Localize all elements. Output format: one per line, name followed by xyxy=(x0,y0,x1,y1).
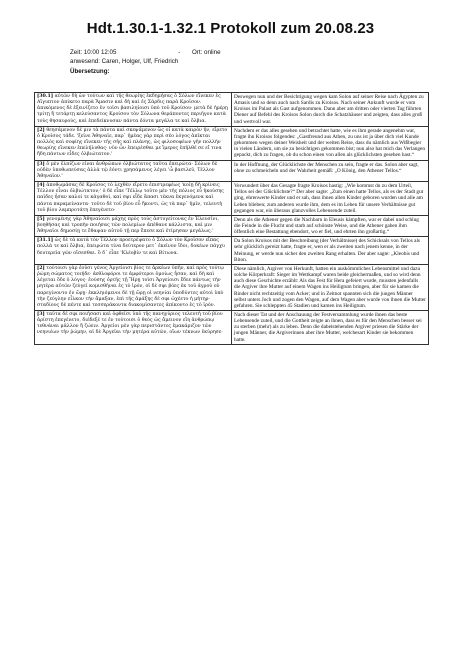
greek-text-cell xyxy=(35,237,232,265)
meeting-time: Zeit: 10:00 12:05 xyxy=(70,49,117,56)
section-reference: [3] xyxy=(37,161,45,167)
greek-text-cell xyxy=(35,311,232,345)
table-row xyxy=(35,215,429,236)
german-translation-cell: Nachdem er das alles gesehen und betrachtet hatte, wie es ihm gerade angenehm war, fragte ihn Kroisos folgendes: „Gastfreund aus Athen, zu uns ist ja über dich viel Kunde gekommen wegen deiner Weisheit und der weiten Reise, dass du nämlich aus Wißbegier in vielen Ländern, um sie zu besichtigen gekommen bist; nun also hat mich das Verlangen gepackt, dich zu fragen, ob du schon einen von allen als glücklichsten gesehen hast.“ xyxy=(232,126,429,160)
table-row xyxy=(35,160,429,181)
german-translation-cell: Deswegen nun und der Besichtigung wegen kam Solon auf seiner Reise nach Ägypten zu Amasis und so denn auch nach Sardis zu Kroisos. Nach seiner Ankunft wurde er vom Kroisos im Palast als Gast aufgenommen. Dann aber am dritten oder vierten Tag führten Diener auf Befehl des Kroisos Solon durch die Schatzhäuser und zeigten, dass alles groß und wertvoll war. xyxy=(232,93,429,127)
greek-text: ὡς δὲ τὰ κατὰ τὸν Τέλλον προετρέψατο ὁ Σόλων τὸν Κροῖσον εἴπας πολλά τε καὶ ὄλβια, ἐπειρώτα τίνα δεύτερον μετ᾽ ἐκεῖνον ἴδοι, δοκέων πάγχυ δευτερεῖα γῶν οἴσεσθαι. ὃ δ᾽ εἶπε 'Κλέοβίν τε καὶ Βίτωνα. xyxy=(37,238,225,256)
translation-heading: Übersetzung: xyxy=(70,68,110,75)
meeting-attendees: anwesend: Caren, Holger, Ulf, Friedrich xyxy=(70,58,179,65)
german-translation-cell: Diese nämlich, Argiver von Herkunft, hatten ein auskömmliches Lebensmittel und dazu solche Körperkraft: Sieger im Wettkampf waren beide gleichermaßen, und so wird denn auch diese Geschichte erzählt: Als das Fest für Hera gefeiert wurde, mussten jedenfalls die Argiver ihre Mutter auf einem Wagen ins Heiligtum bringen, aber für sie kamen die Rinder nicht rechtzeitig vom Acker; und in Zeitnot spannten sich die jungen Männer selbst unters Joch und zogen den Wagen, auf dem Wagen aber wurde von ihnen die Mutter gefahren. Sie schleppten 45 Stadien und kamen ins Heiligtum. xyxy=(232,264,429,310)
german-translation-cell: Da Solon Kroisos mit der Beschreibung (der Verhältnisse) des Schicksals von Tellos als sehr glücklich gereizt hatte, fragte er, wen er als zweiten nach jenem kenne, in der Meinung, er werde nun sicher den zweiten Rang erhalten. Der aber sagte: „Kleobis und Biton. xyxy=(232,237,429,265)
greek-text: ὃ μὲν ἐλπίζων εἶναι ἀνθρώπων ὀλβιώτατος ταῦτα ἐπειρώτα· Σόλων δὲ οὐδὲν ὑποθωπεύσας ἀλλὰ τῷ ἐόντι χρησάμενος λέγει 'ὦ βασιλεῦ, Τέλλον Ἀθηναῖον.' xyxy=(37,161,218,179)
table-row xyxy=(35,237,429,265)
table-row xyxy=(35,93,429,127)
greek-text: αὐτῶν δὴ ὦν τούτων καὶ τῆς θεωρίης ἐκδημήσας ὁ Σόλων εἵνεκεν ἐς Αἴγυπτον ἀπίκετο παρὰ Ἄμασιν καὶ δὴ καὶ ἐς Σάρδις παρὰ Κροῖσον. ἀπικόμενος δὲ ἐξεινίζετο ἐν τοῖσι βασιληίοισι ὑπὸ τοῦ Κροίσου· μετὰ δὲ ἡμέρῃ τρίτῃ ἢ τετάρτῃ κελεύσαντος Κροίσου τὸν Σόλωνα θεράποντες περιῆγον κατὰ τοὺς θησαυρούς, καὶ ἐπεδείκνυσαν πάντα ἐόντα μεγάλα τε καὶ ὄλβια. xyxy=(37,94,228,124)
meta-line-time-location xyxy=(70,49,221,57)
table-row xyxy=(35,182,429,216)
greek-text: ταῦτα δέ σφι ποιήσασι καὶ ὀφθεῖσι ὑπὸ τῆς πανηγύριος τελευτὴ τοῦ βίου ἀρίστη ἐπεγένετο, διέδεξέ τε ἐν τούτοισι ὁ θεὸς ὡς ἄμεινον εἴη ἀνθρώπῳ τεθνάναι μᾶλλον ἢ ζώειν. Ἀργεῖοι μὲν γὰρ περιστάντες ἐμακάριζον τῶν νεηνιέων τὴν ῥώμην, αἱ δὲ Ἀργεῖαι τὴν μητέρα αὐτῶν, οἵων τέκνων ἐκύρησε· xyxy=(37,312,223,336)
section-reference: [30.1] xyxy=(37,94,54,99)
greek-text: τούτοισι γὰρ ἐοῦσι γένος Ἀργείοισι βίος τε ἀρκέων ὑπῆν, καὶ πρὸς τούτῳ ῥώμη σώματος τοιήδε· ἀεθλοφόροι τε ἀμφότεροι ὁμοίως ἦσαν, καὶ δὴ καὶ λέγεται ὅδε ὁ λόγος· ἐούσης ὁρτῆς τῇ Ἥρῃ τοῖσι Ἀργείοισι ἔδεε πάντως τὴν μητέρα αὐτῶν ζεύγεϊ κομισθῆναι ἐς τὸ ἱρόν, οἱ δέ σφι βόες ἐκ τοῦ ἀγροῦ οὐ παρεγίνοντο ἐν ὥρῃ· ἐκκληιόμενοι δὲ τῇ ὥρῃ οἱ νεηνίαι ὑποδύντες αὐτοὶ ὑπὸ τὴν ζεύγλην εἷλκον τὴν ἅμαξαν, ἐπὶ τῆς ἁμάξης δέ σφι ὠχέετο ἡ μήτηρ· σταδίους δὲ πέντε καὶ τεσσεράκοντα διακομίσαντες ἀπίκοντο ἐς τὸ ἱρόν. xyxy=(37,265,224,308)
greek-text: θεησάμενον δέ μιν τὰ πάντα καὶ σκεψάμενον ὥς οἱ κατὰ καιρὸν ἦν, εἴρετο ὁ Κροῖσος τάδε. 'ξεῖνε Ἀθηναῖε, παρ᾽ ἡμέας γὰρ περὶ σέο λόγος ἀπῖκται πολλὸς καὶ σοφίης εἵνεκεν τῆς σῆς καὶ πλάνης, ὡς φιλοσοφέων γῆν πολλὴν θεωρίης εἵνεκεν ἐπελήλυθας· νῦν ὦν ἐπειρέσθαι με ἵμερος ἐπῆλθέ σε εἴ τινα ἤδη πάντων εἶδες ὀλβιώτατον.' xyxy=(37,127,228,158)
german-translation-cell: Verwundert über das Gesagte fragte Kroisos hastig: „Wie kommst du zu dem Urteil, Tellos sei der Glücklichste?“ Der aber sagte: „Zum einen hatte Tellos, als es der Stadt gut ging, ehrenwerte Kinder und er sah, dass ihnen allen Kinder geboren wurden und alle am Leben blieben; zum anderen wurde ihm, dem es im Leben für unsere Verhältnisse gut gegangen war, ein überaus glanzvolles Lebensende zuteil. xyxy=(232,182,429,216)
table-row xyxy=(35,264,429,310)
greek-text-cell xyxy=(35,264,232,310)
greek-text-cell xyxy=(35,126,232,160)
german-translation-cell: Nach dieser Tat und der Anschauung der Festversammlung wurde ihnen das beste Lebensende zuteil, und die Gottheit zeigte an ihnen, dass es für den Menschen besser sei zu sterben (mehr) als zu leben. Denn die dabeistehenden Argiver priesen die Stärke der jungen Männer, die Argiverinnen aber ihre Mutter, welchesart Kinder sie bekommen hatte. xyxy=(232,311,429,345)
section-reference: [2] xyxy=(37,265,45,271)
greek-text: ἀποθωμάσας δὲ Κροῖσος τὸ λεχθὲν εἴρετο ἐπιστρεφέως 'κοίῃ δὴ κρίνεις Τέλλον εἶναι ὀλβιώτατον;' ὁ δὲ εἶπε 'Τέλλῳ τοῦτο μὲν τῆς πόλιος εὖ ἡκούσης παῖδες ἦσαν καλοί τε κἀγαθοί, καί σφι εἶδε ἅπασι τέκνα ἐκγενόμενα καὶ πάντα παραμείναντα· τοῦτο δὲ τοῦ βίου εὖ ἥκοντι, ὡς τὰ παρ᾽ ἡμῖν, τελευτὴ τοῦ βίου λαμπροτάτη ἐπεγένετο· xyxy=(37,183,224,213)
section-reference: [2] xyxy=(37,127,45,133)
table-row xyxy=(35,311,429,345)
section-reference: [4] xyxy=(37,183,45,189)
greek-text-cell xyxy=(35,182,232,216)
greek-text: γενομένης γὰρ Ἀθηναίοισι μάχης πρὸς τοὺς ἀστυγείτονας ἐν Ἐλευσῖνι, βοηθήσας καὶ τροπὴν ποιήσας τῶν πολεμίων ἀπέθανε κάλλιστα, καί μιν Ἀθηναῖοι δημοσίῃ τε ἔθαψαν αὐτοῦ τῇ περ ἔπεσε καὶ ἐτίμησαν μεγάλως.' xyxy=(37,216,219,235)
greek-text-cell xyxy=(35,215,232,236)
section-reference: [3] xyxy=(37,312,45,317)
section-reference: [5] xyxy=(37,216,45,222)
german-translation-cell: Denn als die Athener gegen die Nachbarn in Eleusis kämpften, war er dabei und schlug die Feinde in die Flucht und starb auf schönste Weise, und die Athener gaben ihm öffentlich eine Bestattung ebendort, wo er fiel, und ehrten ihn großartig.“ xyxy=(232,215,429,236)
section-reference: [31.1] xyxy=(37,238,54,244)
table-row xyxy=(35,126,429,160)
translation-table-body xyxy=(35,93,429,345)
greek-text-cell xyxy=(35,160,232,181)
german-translation-cell: In der Hoffnung, der Glücklichste der Menschen zu sein, fragte er das. Solon aber sagt, ohne zu schmeicheln und der Wahrheit gemäß: „O König, den Athener Tellos.“ xyxy=(232,160,429,181)
meta-separator: - xyxy=(178,49,181,56)
document-title: Hdt.1.30.1-1.32.1 Protokoll zum 20.08.23 xyxy=(86,20,375,37)
meeting-location: Ort: online xyxy=(191,49,221,56)
greek-text-cell xyxy=(35,93,232,127)
translation-table xyxy=(34,92,429,345)
